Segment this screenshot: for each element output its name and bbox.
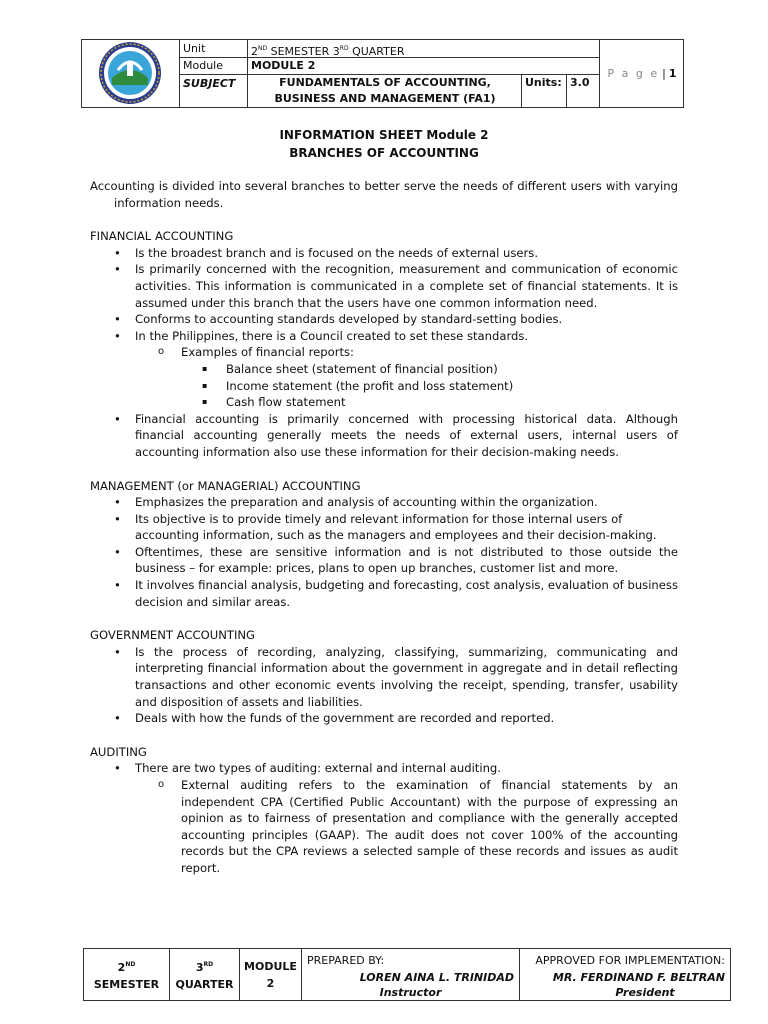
footer-prepared (301, 949, 519, 1000)
list-item: • There are two types of auditing: external and internal auditing. (114, 761, 501, 776)
logo-cell (82, 40, 180, 107)
subject-value: FUNDAMENTALS OF ACCOUNTING, BUSINESS AND MANAGEMENT (FA1) (274, 76, 496, 105)
school-seal-icon (82, 40, 179, 107)
page-separator: | (662, 67, 666, 80)
approved-role: President (615, 986, 675, 999)
page-title: INFORMATION SHEET Module 2 (279, 128, 489, 142)
government-heading: GOVERNMENT ACCOUNTING (90, 628, 256, 643)
prepared-name: LOREN AINA L. TRINIDAD (359, 971, 514, 984)
sub-sub-list-item: ▪ Cash flow statement (202, 395, 346, 410)
list-item: • It involves financial analysis, budgeting and forecasting, cost analysis, evaluation of business decision and similar areas. (114, 578, 678, 609)
page-number-cell (599, 40, 684, 107)
list-item: • Financial accounting is primarily concerned with processing historical data. Although financial accounting generally meets the needs of external users, internal users of accounting information also use these information for their decision-making needs. (114, 411, 678, 459)
sub-list-item: o External auditing refers to the examination of financial statements by an independent CPA (Certified Public Accountant) with the purpose of expressing an opinion as to fairness of presentation and compliance with the generally accepted accounting principles (GAAP). The audit does not cover 100% of the accounting records but the CPA reviews a selected sample of these records and issues as audit report. (158, 778, 678, 875)
list-item: • Is the process of recording, analyzing, classifying, summarizing, communicating and interpreting financial information about the government in aggregate and in detail reflecting transactions and other economic events involving the receipt, spending, transfer, usability and disposition of assets and liabilities. (114, 644, 678, 709)
list-item: • Oftentimes, these are sensitive information and is not distributed to those outside the business – for example: prices, plans to open up branches, customer list and more. (114, 544, 678, 576)
management-list (90, 494, 678, 610)
module-value: MODULE 2 (251, 59, 316, 72)
sub-sub-list-item: ▪ Balance sheet (statement of financial position) (202, 361, 498, 376)
list-item: • Emphasizes the preparation and analysis of accounting within the organization. (114, 495, 598, 510)
subject-label: SUBJECT (183, 77, 236, 90)
footer-quarter: 3RD QUARTER (169, 949, 239, 1000)
units-value: 3.0 (570, 76, 590, 89)
header-table (81, 39, 684, 108)
financial-list (90, 245, 678, 461)
footer-module: MODULE 2 (239, 949, 301, 1000)
management-heading: MANAGEMENT (or MANAGERIAL) ACCOUNTING (90, 478, 361, 493)
module-label: Module (183, 59, 223, 72)
page-number: 1 (668, 67, 677, 80)
list-item: • Deals with how the funds of the government are recorded and reported. (114, 711, 555, 726)
prepared-label: PREPARED BY: (307, 954, 385, 967)
footer-semester: 2ND SEMESTER (93, 961, 160, 991)
page-word: P a g e (607, 67, 660, 80)
list-item: • In the Philippines, there is a Council created to set these standards. (114, 328, 529, 343)
sub-list-item: o Examples of financial reports: (158, 345, 354, 360)
sub-sub-list-item: ▪ Income statement (the profit and loss statement) (202, 378, 514, 393)
page-subtitle: BRANCHES OF ACCOUNTING (289, 146, 479, 160)
footer-approved (519, 949, 730, 1000)
prepared-role: Instructor (379, 986, 442, 999)
unit-label: Unit (183, 42, 206, 55)
approved-name: MR. FERDINAND F. BELTRAN (552, 971, 725, 984)
auditing-heading: AUDITING (90, 744, 147, 759)
auditing-list (90, 760, 678, 876)
list-item: • Conforms to accounting standards developed by standard-setting bodies. (114, 312, 563, 327)
footer-table (83, 948, 731, 1001)
list-item: • Is the broadest branch and is focused on the needs of external users. (114, 245, 539, 260)
approved-label: APPROVED FOR IMPLEMENTATION: (535, 954, 725, 967)
government-list (90, 644, 678, 727)
unit-value: 2ND SEMESTER 3RD QUARTER (251, 45, 405, 58)
financial-heading: FINANCIAL ACCOUNTING (90, 229, 234, 244)
document-body (90, 178, 678, 877)
list-item: • Is primarily concerned with the recognition, measurement and communication of economic activities. This information is communicated in a complete set of financial statements. It is assumed under this branch that the users have one common information need. (114, 262, 678, 310)
units-label: Units: (525, 76, 562, 89)
list-item: • Its objective is to provide timely and relevant information for those internal users of accounting information, such as the managers and employees and their decision-making. (114, 511, 657, 543)
intro-paragraph: Accounting is divided into several branches to better serve the needs of different users with varying information needs. (90, 179, 678, 210)
